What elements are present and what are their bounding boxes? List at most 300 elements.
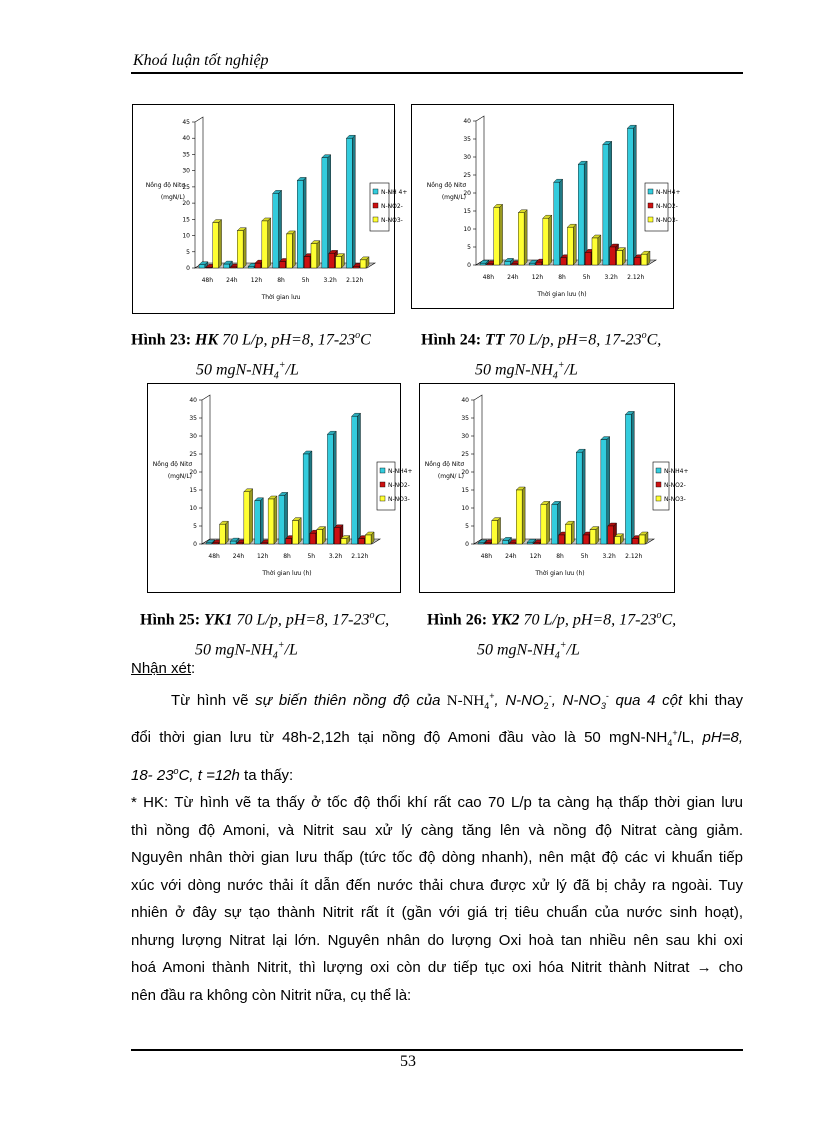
remarks-heading-colon: : [191, 660, 196, 677]
bar-side [298, 518, 301, 544]
caption-fig26-line2: 50 mgN-NH [477, 641, 555, 659]
p1-line3d: ta thấy: [239, 766, 294, 784]
caption-fig24-unit: C, [646, 331, 662, 349]
bar [603, 144, 609, 265]
bar [625, 414, 631, 544]
bar [610, 247, 616, 265]
y-tick-label: 15 [461, 487, 469, 494]
bar-side [549, 215, 552, 265]
x-tick-label: 3.2h [604, 274, 618, 281]
caption-fig25-sup: + [277, 640, 285, 652]
y-axis-label: (mgN/L) [167, 473, 192, 480]
bar [292, 521, 298, 544]
legend-swatch [380, 482, 385, 487]
caption-fig23-unit: C [360, 331, 371, 349]
caption-fig25-code: YK1 [204, 611, 233, 629]
legend-swatch [380, 468, 385, 473]
caption-fig23 [131, 323, 371, 390]
bar [561, 258, 567, 265]
bar [297, 180, 303, 268]
legend-swatch [380, 496, 385, 501]
bar [590, 530, 596, 544]
x-axis-label: Thời gian lưu (h) [262, 570, 312, 577]
x-tick-label: 5h [582, 274, 591, 281]
bar [327, 434, 333, 544]
para2-line: xúc với dòng nước thải ít dẫn đến nước thải chưa được xử lý đã bị chảy ra ngoài. Tuy [131, 876, 743, 894]
bar-side [498, 518, 501, 544]
bar [632, 539, 638, 544]
legend-swatch [648, 217, 653, 222]
caption-fig25-label: Hình 25: [140, 611, 205, 629]
bar-side [357, 413, 360, 544]
caption-fig24-code: TT [485, 331, 505, 349]
para2-line: Nguyên nhân thời gian lưu thấp (tức tốc độ dòng nhanh), nên mật độ các vi khuẩn tiếp [131, 849, 743, 866]
caption-fig25-deg: o [369, 610, 375, 621]
caption-fig23-sub: 4 [273, 370, 279, 382]
x-axis-label: Thời gian lưu (h) [535, 570, 585, 577]
p1-line3b: o [173, 765, 179, 776]
left-wall [474, 395, 482, 544]
y-axis-label: Nồng độ Nitơ [424, 461, 464, 468]
bar [322, 158, 328, 268]
bar [585, 252, 591, 265]
y-tick-label: 35 [463, 136, 471, 143]
bar [346, 138, 352, 268]
footer-rule [131, 1049, 743, 1051]
bar [237, 543, 243, 544]
x-tick-label: 12h [529, 553, 542, 560]
body-text [131, 655, 743, 1009]
p1-a: Từ hình vẽ [171, 691, 256, 709]
legend-label: N-NO3- [664, 496, 686, 503]
bar [220, 524, 226, 544]
bar [303, 454, 309, 544]
y-tick-label: 20 [463, 190, 471, 197]
caption-fig24-label: Hình 24: [421, 331, 486, 349]
bar-side [584, 161, 587, 265]
bar [559, 535, 565, 544]
bar [492, 521, 498, 544]
chart-yk1 [147, 383, 413, 593]
y-tick-label: 5 [467, 244, 471, 251]
bar [592, 238, 598, 265]
caption-fig23-line2: 50 mgN-NH [196, 361, 274, 379]
chart-yk2 [419, 383, 689, 593]
bar [199, 265, 205, 268]
y-tick-label: 25 [182, 183, 190, 191]
bar-side [633, 125, 636, 265]
caption-fig23-sup: + [278, 360, 286, 372]
bar [503, 540, 509, 544]
y-tick-label: 40 [189, 397, 197, 404]
y-tick-label: 10 [189, 505, 197, 512]
legend-label: N-NO2- [664, 482, 686, 489]
x-tick-label: 2.12h [627, 274, 645, 281]
bar [487, 264, 493, 265]
bar [608, 526, 614, 544]
bar [336, 257, 342, 268]
y-tick-label: 30 [189, 433, 197, 440]
bar-side [250, 489, 253, 544]
bar [255, 501, 261, 544]
legend-label: N-NO2- [388, 482, 410, 489]
legend-label: N-NO3- [388, 496, 410, 503]
y-tick-label: 30 [463, 154, 471, 161]
y-tick-label: 40 [461, 397, 469, 404]
legend-swatch [648, 189, 653, 194]
y-tick-label: 10 [182, 232, 190, 240]
bar-side [560, 179, 563, 265]
chart-hk-svg [133, 105, 408, 313]
y-tick-label: 15 [182, 216, 190, 224]
bar-side [598, 235, 601, 265]
caption-fig26-sup: + [559, 640, 567, 652]
y-tick-label: 30 [182, 167, 190, 175]
x-tick-label: 3.2h [323, 277, 337, 284]
legend-label: N-NH4+ [656, 189, 681, 196]
bar [639, 535, 645, 544]
p1-c: N-NH [440, 692, 485, 709]
bar-side [309, 451, 312, 544]
chart-tt-svg [412, 105, 681, 308]
p1-line2a: đổi thời gian lưu từ 48h-2,12h tại nồng độ Amoni đầu vào là 50 mgN-NH [131, 729, 668, 746]
y-axis-label: Nồng độ Nitơ [145, 182, 185, 189]
y-tick-label: 20 [182, 200, 190, 208]
left-wall [476, 116, 484, 265]
caption-fig26-code: YK2 [491, 611, 520, 629]
bar [578, 164, 584, 265]
legend-label: N-NO2- [656, 203, 678, 210]
bar [224, 264, 230, 268]
x-tick-label: 12h [256, 553, 269, 560]
caption-fig23-line2b: /L [285, 361, 299, 379]
remarks-heading-text: Nhận xét [131, 660, 192, 677]
bar [601, 440, 607, 544]
bar [334, 528, 340, 544]
caption-fig25-cond: 70 L/p, pH=8, 17-23 [232, 611, 370, 629]
caption-fig26-deg: o [656, 610, 662, 621]
y-tick-label: 35 [182, 151, 190, 159]
bar [317, 530, 323, 544]
bar-side [571, 521, 574, 544]
legend-label: N-NO3- [656, 217, 678, 224]
caption-fig25-unit: C, [374, 611, 390, 629]
bar [341, 539, 347, 544]
y-tick-label: 15 [463, 208, 471, 215]
y-tick-label: 5 [193, 523, 197, 530]
para1-line1 [131, 683, 743, 721]
bar [518, 213, 524, 265]
caption-fig25-sub: 4 [272, 650, 278, 662]
bar-side [279, 190, 282, 268]
caption-fig24-line2b: /L [564, 361, 578, 379]
legend-label: N-NH4+ [664, 468, 689, 475]
bar [641, 254, 647, 265]
caption-fig25-line2b: /L [284, 641, 298, 659]
x-tick-label: 24h [507, 274, 519, 281]
p1-g: 2 [543, 700, 549, 711]
header-rule [131, 72, 743, 74]
bar [583, 535, 589, 544]
x-tick-label: 48h [201, 277, 214, 284]
bar [206, 267, 212, 268]
bar [634, 258, 640, 265]
bar [286, 234, 292, 268]
x-tick-label: 24h [505, 553, 517, 560]
x-tick-label: 3.2h [602, 553, 616, 560]
y-axis-label: Nồng độ Nitơ [426, 182, 466, 189]
caption-fig24-deg: o [641, 330, 647, 341]
caption-fig24-line2: 50 mgN-NH [475, 361, 553, 379]
y-tick-label: 40 [182, 135, 190, 143]
bar-side [303, 177, 306, 268]
bar [615, 537, 621, 544]
bar-side [225, 521, 228, 544]
caption-fig23-label: Hình 23: [131, 331, 196, 349]
bar [353, 266, 359, 268]
bar [360, 260, 366, 268]
p1-line3a: 18- 23 [131, 766, 174, 784]
bar-side [243, 228, 246, 268]
bar [478, 543, 484, 544]
x-tick-label: 3.2h [328, 553, 343, 560]
bar [248, 266, 254, 268]
bar [567, 227, 573, 265]
y-tick-label: 25 [463, 172, 471, 179]
bar [554, 182, 560, 265]
x-tick-label: 5h [301, 277, 310, 284]
y-axis-label: (mgN/ L) [437, 473, 464, 480]
legend-swatch [373, 189, 378, 194]
y-axis-label: Nồng độ Nitơ [152, 461, 192, 468]
y-tick-label: 35 [461, 415, 469, 422]
x-tick-label: 24h [226, 277, 238, 284]
remarks-heading [131, 655, 743, 683]
para2-line: thì nồng độ Amoni, và Nitrit sau xử lý càng tăng lên và nồng độ Nitrat càng giảm. [131, 821, 743, 839]
x-tick-label: 48h [480, 553, 493, 560]
y-tick-label: 30 [461, 433, 469, 440]
bar-side [631, 411, 634, 544]
caption-fig24-sub: 4 [552, 370, 558, 382]
bar [261, 543, 267, 544]
x-tick-label: 48h [208, 553, 220, 560]
running-header: Khoá luận tốt nghiệp [133, 52, 269, 69]
chart-hk [132, 104, 408, 314]
y-tick-label: 25 [461, 451, 469, 458]
y-tick-label: 5 [186, 248, 190, 256]
legend-swatch [373, 203, 378, 208]
caption-fig23-deg: o [355, 330, 361, 341]
x-tick-label: 8h [277, 277, 285, 284]
bar [255, 263, 261, 268]
bar [509, 543, 515, 544]
bar [529, 263, 535, 265]
para2-last-line: nên đầu ra không còn Nitrit nữa, cụ thể là: [131, 986, 412, 1004]
p1-line2c: + [672, 728, 678, 738]
caption-fig23-cond: 70 L/p, pH=8, 17-23 [218, 331, 356, 349]
x-tick-label: 24h [232, 553, 245, 560]
bar [237, 231, 243, 268]
y-tick-label: 40 [463, 118, 471, 125]
bar [552, 504, 558, 544]
bar-side [268, 218, 271, 268]
bar [213, 543, 219, 544]
p1-line2d: /L, [677, 729, 703, 746]
caption-fig26-label: Hình 26: [427, 611, 492, 629]
caption-fig26-line2b: /L [566, 641, 580, 659]
caption-fig25-line2: 50 mgN-NH [195, 641, 273, 659]
y-tick-label: 5 [465, 523, 469, 530]
chart-yk2-svg [420, 384, 689, 592]
bar [565, 524, 571, 544]
p1-m: khi thay [682, 691, 743, 709]
bar-side [285, 492, 288, 544]
page-number: 53 [400, 1053, 416, 1070]
y-tick-label: 15 [189, 487, 197, 494]
bar [352, 416, 358, 544]
bar-side [260, 498, 263, 544]
left-wall [195, 117, 203, 268]
bar [311, 244, 317, 268]
bar [273, 193, 279, 268]
p1-h: - [548, 690, 552, 701]
legend-label: N-NH 4+ [381, 189, 408, 196]
bar-side [317, 241, 320, 268]
y-tick-label: 45 [182, 119, 190, 126]
y-tick-label: 20 [461, 469, 469, 476]
x-tick-label: 2.12h [351, 553, 369, 560]
chart-tt [411, 104, 681, 309]
para2-line: * HK: Từ hình vẽ ta thấy ở tốc độ thổi khí rất cao 70 L/p ta càng hạ thấp thời gian lưu [131, 794, 743, 811]
bar [279, 495, 285, 544]
bar [280, 262, 286, 268]
y-tick-label: 20 [189, 469, 197, 476]
caption-fig24 [421, 323, 661, 390]
chart-yk1-svg [148, 384, 413, 592]
legend-swatch [656, 496, 661, 501]
bar [576, 452, 582, 544]
bar-side [522, 487, 525, 544]
y-tick-label: 25 [189, 451, 197, 458]
x-tick-label: 5h [307, 553, 316, 560]
legend-swatch [656, 482, 661, 487]
y-tick-label: 0 [465, 541, 469, 548]
x-tick-label: 8h [283, 553, 291, 560]
bar [206, 543, 212, 544]
bar [617, 251, 623, 265]
x-tick-label: 8h [558, 274, 566, 281]
y-axis-label: (mgN/L) [160, 194, 185, 201]
x-axis-label: Thời gian lưu (h) [537, 291, 587, 298]
p1-d: 4 [484, 700, 490, 711]
p1-i: , N-NO [551, 691, 601, 709]
bar-side [547, 501, 550, 544]
y-tick-label: 0 [193, 541, 197, 548]
x-axis-label: Thời gian lưu [261, 294, 301, 301]
bar-side [352, 135, 355, 268]
bar [230, 541, 236, 544]
bar [304, 257, 310, 268]
bar [310, 533, 316, 544]
legend-swatch [656, 468, 661, 473]
caption-fig26-cond: 70 L/p, pH=8, 17-23 [519, 611, 657, 629]
bar [286, 539, 292, 544]
bar [262, 221, 268, 268]
bar [536, 262, 542, 265]
bar [329, 253, 335, 268]
caption-fig24-cond: 70 L/p, pH=8, 17-23 [504, 331, 642, 349]
bar [230, 267, 236, 268]
x-tick-label: 12h [250, 277, 263, 284]
p1-e: + [489, 690, 495, 701]
bar [365, 535, 371, 544]
bar-side [292, 231, 295, 268]
para2-line: hoá Amoni thành Nitrit, thì lượng oxi còn dư tiếp tục oxi hóa Nitrit thành Nitrat → cho [131, 959, 743, 976]
bar-side [524, 210, 527, 265]
para2-line: nhiên ở đây sự tạo thành Nitrit rất ít (gần với giá trị tiêu chuẩn của nước sinh hoạt), [131, 904, 743, 921]
x-tick-label: 2.12h [625, 553, 643, 560]
bar-side [328, 155, 331, 268]
caption-fig26-sub: 4 [554, 650, 560, 662]
bar [494, 207, 500, 265]
bar [244, 492, 250, 544]
p1-b: sự biến thiên nồng độ của [255, 691, 441, 709]
x-tick-label: 5h [580, 553, 589, 560]
bar [516, 490, 522, 544]
bar [480, 263, 486, 265]
caption-fig23-code: HK [195, 331, 219, 349]
bar [541, 504, 547, 544]
bar-side [582, 449, 585, 544]
x-tick-label: 12h [531, 274, 544, 281]
x-tick-label: 2.12h [346, 277, 364, 284]
bar [543, 218, 549, 265]
legend-label: N-NO2- [381, 203, 403, 210]
y-tick-label: 35 [189, 415, 197, 422]
caption-fig26-unit: C, [661, 611, 677, 629]
p1-line2e: pH=8, [702, 729, 743, 746]
bar-side [274, 496, 277, 544]
y-tick-label: 0 [467, 262, 471, 269]
bar-side [573, 224, 576, 265]
y-axis-label: (mgN/L) [441, 194, 466, 201]
left-wall [202, 395, 210, 544]
y-tick-label: 10 [461, 505, 469, 512]
bar [527, 542, 533, 544]
p1-line3c: C, t =12h [178, 766, 240, 784]
bar-side [500, 204, 503, 265]
bar [534, 543, 540, 544]
bar-side [219, 220, 222, 268]
bar [627, 128, 633, 265]
bar [505, 261, 511, 265]
x-tick-label: 48h [482, 274, 495, 281]
p1-f: , N-NO [494, 691, 544, 709]
x-tick-label: 8h [556, 553, 564, 560]
y-tick-label: 0 [186, 265, 190, 272]
bar [268, 499, 274, 544]
caption-fig24-sup: + [557, 360, 565, 372]
legend-swatch [648, 203, 653, 208]
legend-label: N-NO3- [381, 217, 403, 224]
para2-line: nhưng lượng Nitrat lại lớn. Nguyên nhân do lượng Oxi hoà tan nhiều nên sau khi oxi [131, 931, 743, 949]
bar [511, 264, 517, 265]
para1-line3 [131, 758, 743, 790]
p1-j: 3 [600, 700, 606, 711]
para1-line2 [131, 720, 743, 758]
legend-label: N-NH4+ [388, 468, 413, 475]
bar [358, 539, 364, 544]
